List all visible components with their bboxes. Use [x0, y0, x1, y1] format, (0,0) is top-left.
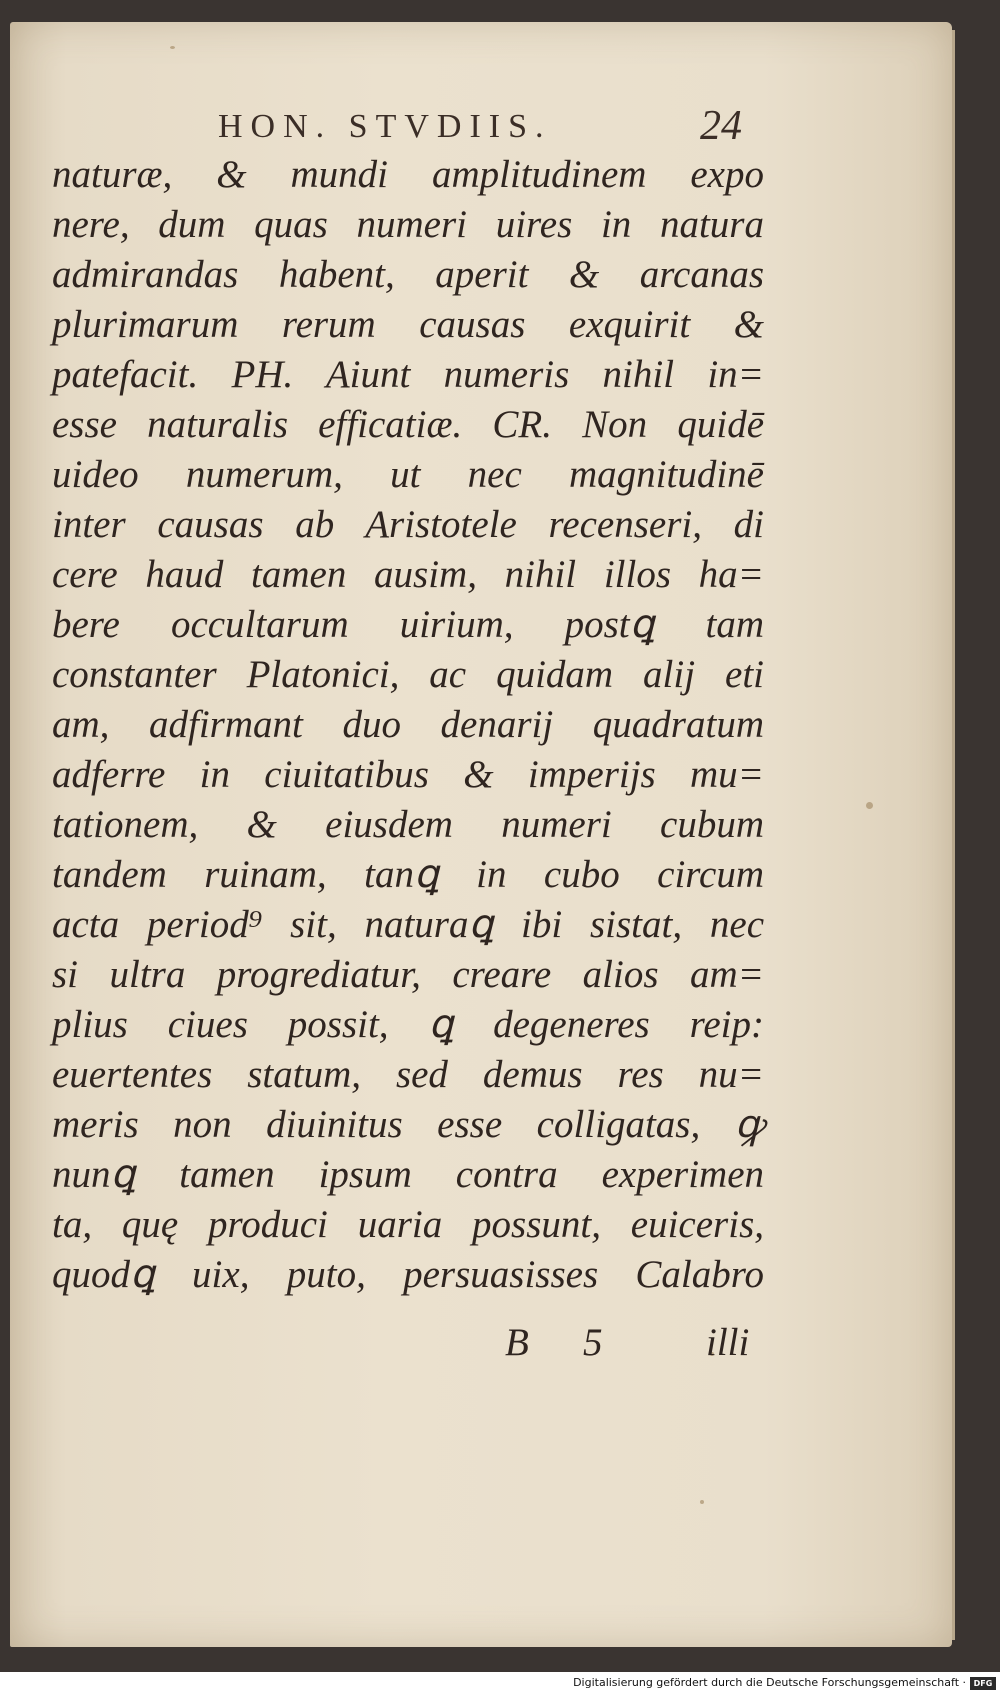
running-head: [0, 103, 1000, 149]
text-line: acta period⁹ sit, naturaꝗ ibi sistat, nec: [52, 903, 764, 946]
text-line: cere haud tamen ausim, nihil illos ha=: [52, 553, 764, 596]
text-line: naturæ, & mundi amplitudinem expo: [52, 153, 764, 196]
text-line: nunꝗ tamen ipsum contra experimen: [52, 1153, 764, 1196]
text-line: si ultra progrediatur, creare alios am=: [52, 953, 764, 996]
dfg-logo: DFG: [970, 1677, 996, 1690]
text-line: bere occultarum uirium, postꝗ tam: [52, 603, 764, 646]
text-line: euertentes statum, sed demus res nu=: [52, 1053, 764, 1096]
credit-bar: [0, 1672, 1000, 1695]
text-line: constanter Platonici, ac quidam alij eti: [52, 653, 764, 696]
text-line: nere, dum quas numeri uires in natura: [52, 203, 764, 246]
text-line: quodꝗ uix, puto, persuasisses Calabro: [52, 1253, 764, 1296]
text-line: plurimarum rerum causas exquirit &: [52, 303, 764, 346]
text-line: adferre in ciuitatibus & imperijs mu=: [52, 753, 764, 796]
text-line: esse naturalis efficatiæ. CR. Non quidē: [52, 403, 764, 446]
text-line: tationem, & eiusdem numeri cubum: [52, 803, 764, 846]
text-line: meris non diuinitus esse colligatas, ꝙ: [52, 1103, 764, 1146]
text-line: ta, quę produci uaria possunt, euiceris,: [52, 1203, 764, 1246]
signature-mark: B: [505, 1321, 529, 1364]
catchword: illi: [706, 1321, 750, 1364]
paper-speck: [170, 46, 175, 49]
text-line: plius ciues possit, ꝗ degeneres reip:: [52, 1003, 764, 1046]
page-number: 24: [700, 103, 742, 149]
text-line: tandem ruinam, tanꝗ in cubo circum: [52, 853, 764, 896]
page-footer: [0, 1320, 1000, 1370]
text-line: patefacit. PH. Aiunt numeris nihil in=: [52, 353, 764, 396]
signature-number: 5: [583, 1321, 603, 1364]
paper-speck: [866, 802, 873, 809]
text-line: inter causas ab Aristotele recenseri, di: [52, 503, 764, 546]
page-edge: [952, 30, 955, 1640]
running-head-title: HON. STVDIIS.: [218, 108, 552, 145]
text-line: uideo numerum, ut nec magnitudinē: [52, 453, 764, 496]
paper-speck: [700, 1500, 704, 1504]
text-line: am, adfirmant duo denarij quadratum: [52, 703, 764, 746]
credit-text: Digitalisierung gefördert durch die Deutsche Forschungsgemeinschaft ·: [573, 1676, 966, 1689]
text-line: admirandas habent, aperit & arcanas: [52, 253, 764, 296]
body-text: [52, 150, 764, 1300]
